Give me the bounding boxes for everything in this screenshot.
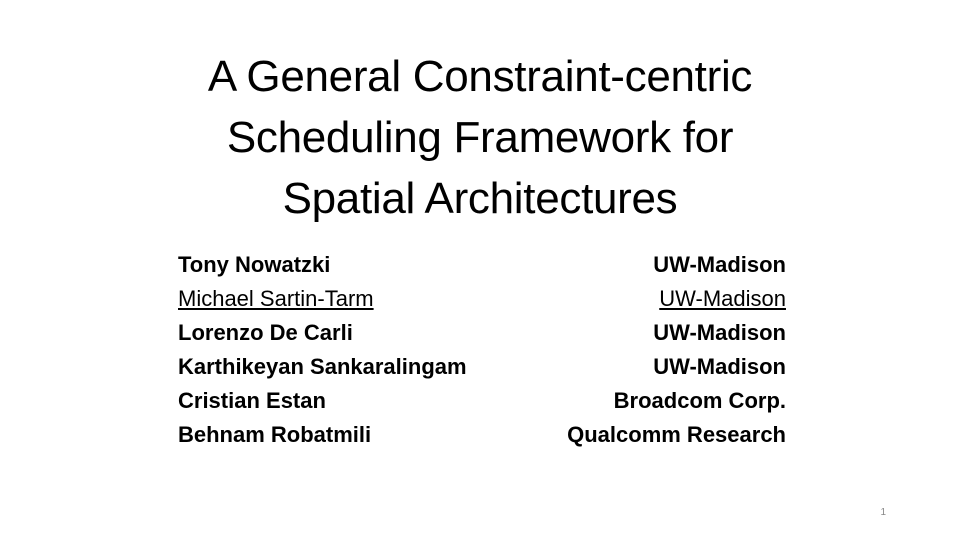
author-name: Tony Nowatzki xyxy=(178,252,331,277)
affiliations-column xyxy=(567,248,786,452)
author-name: Cristian Estan xyxy=(178,388,326,413)
author-name: Behnam Robatmili xyxy=(178,422,372,447)
author-affiliation: UW-Madison xyxy=(659,286,786,311)
title-line-2: Scheduling Framework for xyxy=(226,113,734,162)
author-affiliation: Qualcomm Research xyxy=(567,422,786,447)
author-names-column xyxy=(178,248,467,452)
author-affiliation: Broadcom Corp. xyxy=(613,388,786,413)
author-name: Lorenzo De Carli xyxy=(178,320,353,345)
author-name: Michael Sartin-Tarm xyxy=(178,286,374,311)
title-line-1: A General Constraint-centric xyxy=(207,52,753,101)
slide-title xyxy=(120,46,840,229)
author-affiliation: UW-Madison xyxy=(653,252,786,277)
author-affiliation: UW-Madison xyxy=(653,354,786,379)
page-number: 1 xyxy=(880,507,886,518)
author-affiliation: UW-Madison xyxy=(653,320,786,345)
author-name: Karthikeyan Sankaralingam xyxy=(178,354,467,379)
title-line-3: Spatial Architectures xyxy=(282,174,678,223)
